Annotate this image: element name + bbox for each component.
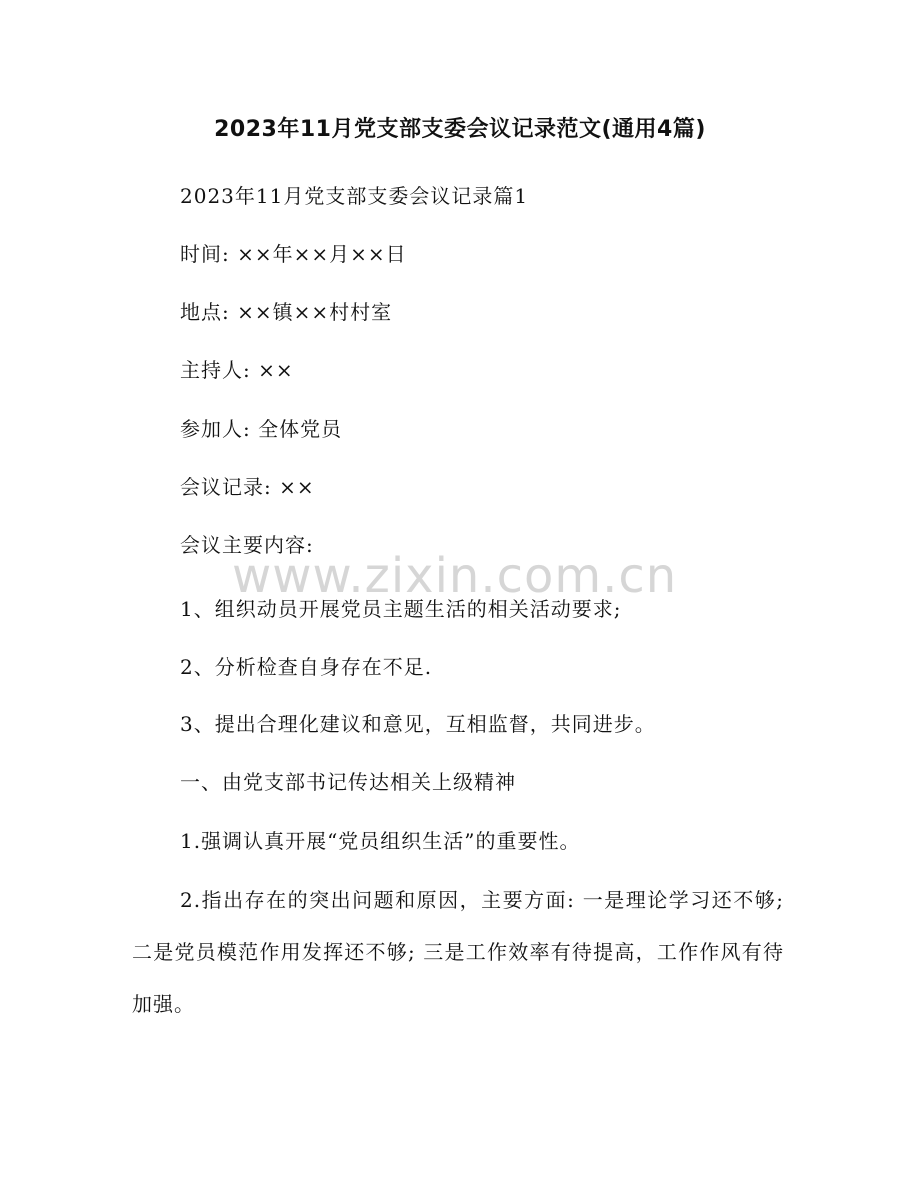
meeting-attendees: 参加人: 全体党员	[180, 417, 343, 441]
section-one-point-1: 1.强调认真开展“党员组织生活”的重要性。	[180, 829, 581, 853]
document-title: 2023年11月党支部支委会议记录范文(通用4篇)	[214, 117, 706, 142]
meeting-recorder: 会议记录: ××	[180, 475, 315, 499]
meeting-location: 地点: ××镇××村村室	[180, 300, 393, 324]
content-item-1: 1、组织动员开展党员主题生活的相关活动要求;	[180, 597, 622, 621]
section-heading: 2023年11月党支部支委会议记录篇1	[180, 184, 529, 208]
section-one-heading: 一、由党支部书记传达相关上级精神	[180, 770, 516, 794]
watermark-text: www.zixin.com.cn	[232, 548, 678, 604]
section-one-point-2: 2.指出存在的突出问题和原因，主要方面: 一是理论学习还不够; 二是党员模范作用发挥还不够; 三是工作效率有待提高，工作作风有待加强。	[132, 888, 784, 1016]
content-item-3: 3、提出合理化建议和意见，互相监督，共同进步。	[180, 712, 656, 736]
content-item-2: 2、分析检查自身存在不足.	[180, 655, 433, 679]
meeting-host: 主持人: ××	[180, 358, 294, 382]
meeting-content-heading: 会议主要内容:	[180, 533, 314, 557]
meeting-time: 时间: ××年××月××日	[180, 242, 407, 266]
